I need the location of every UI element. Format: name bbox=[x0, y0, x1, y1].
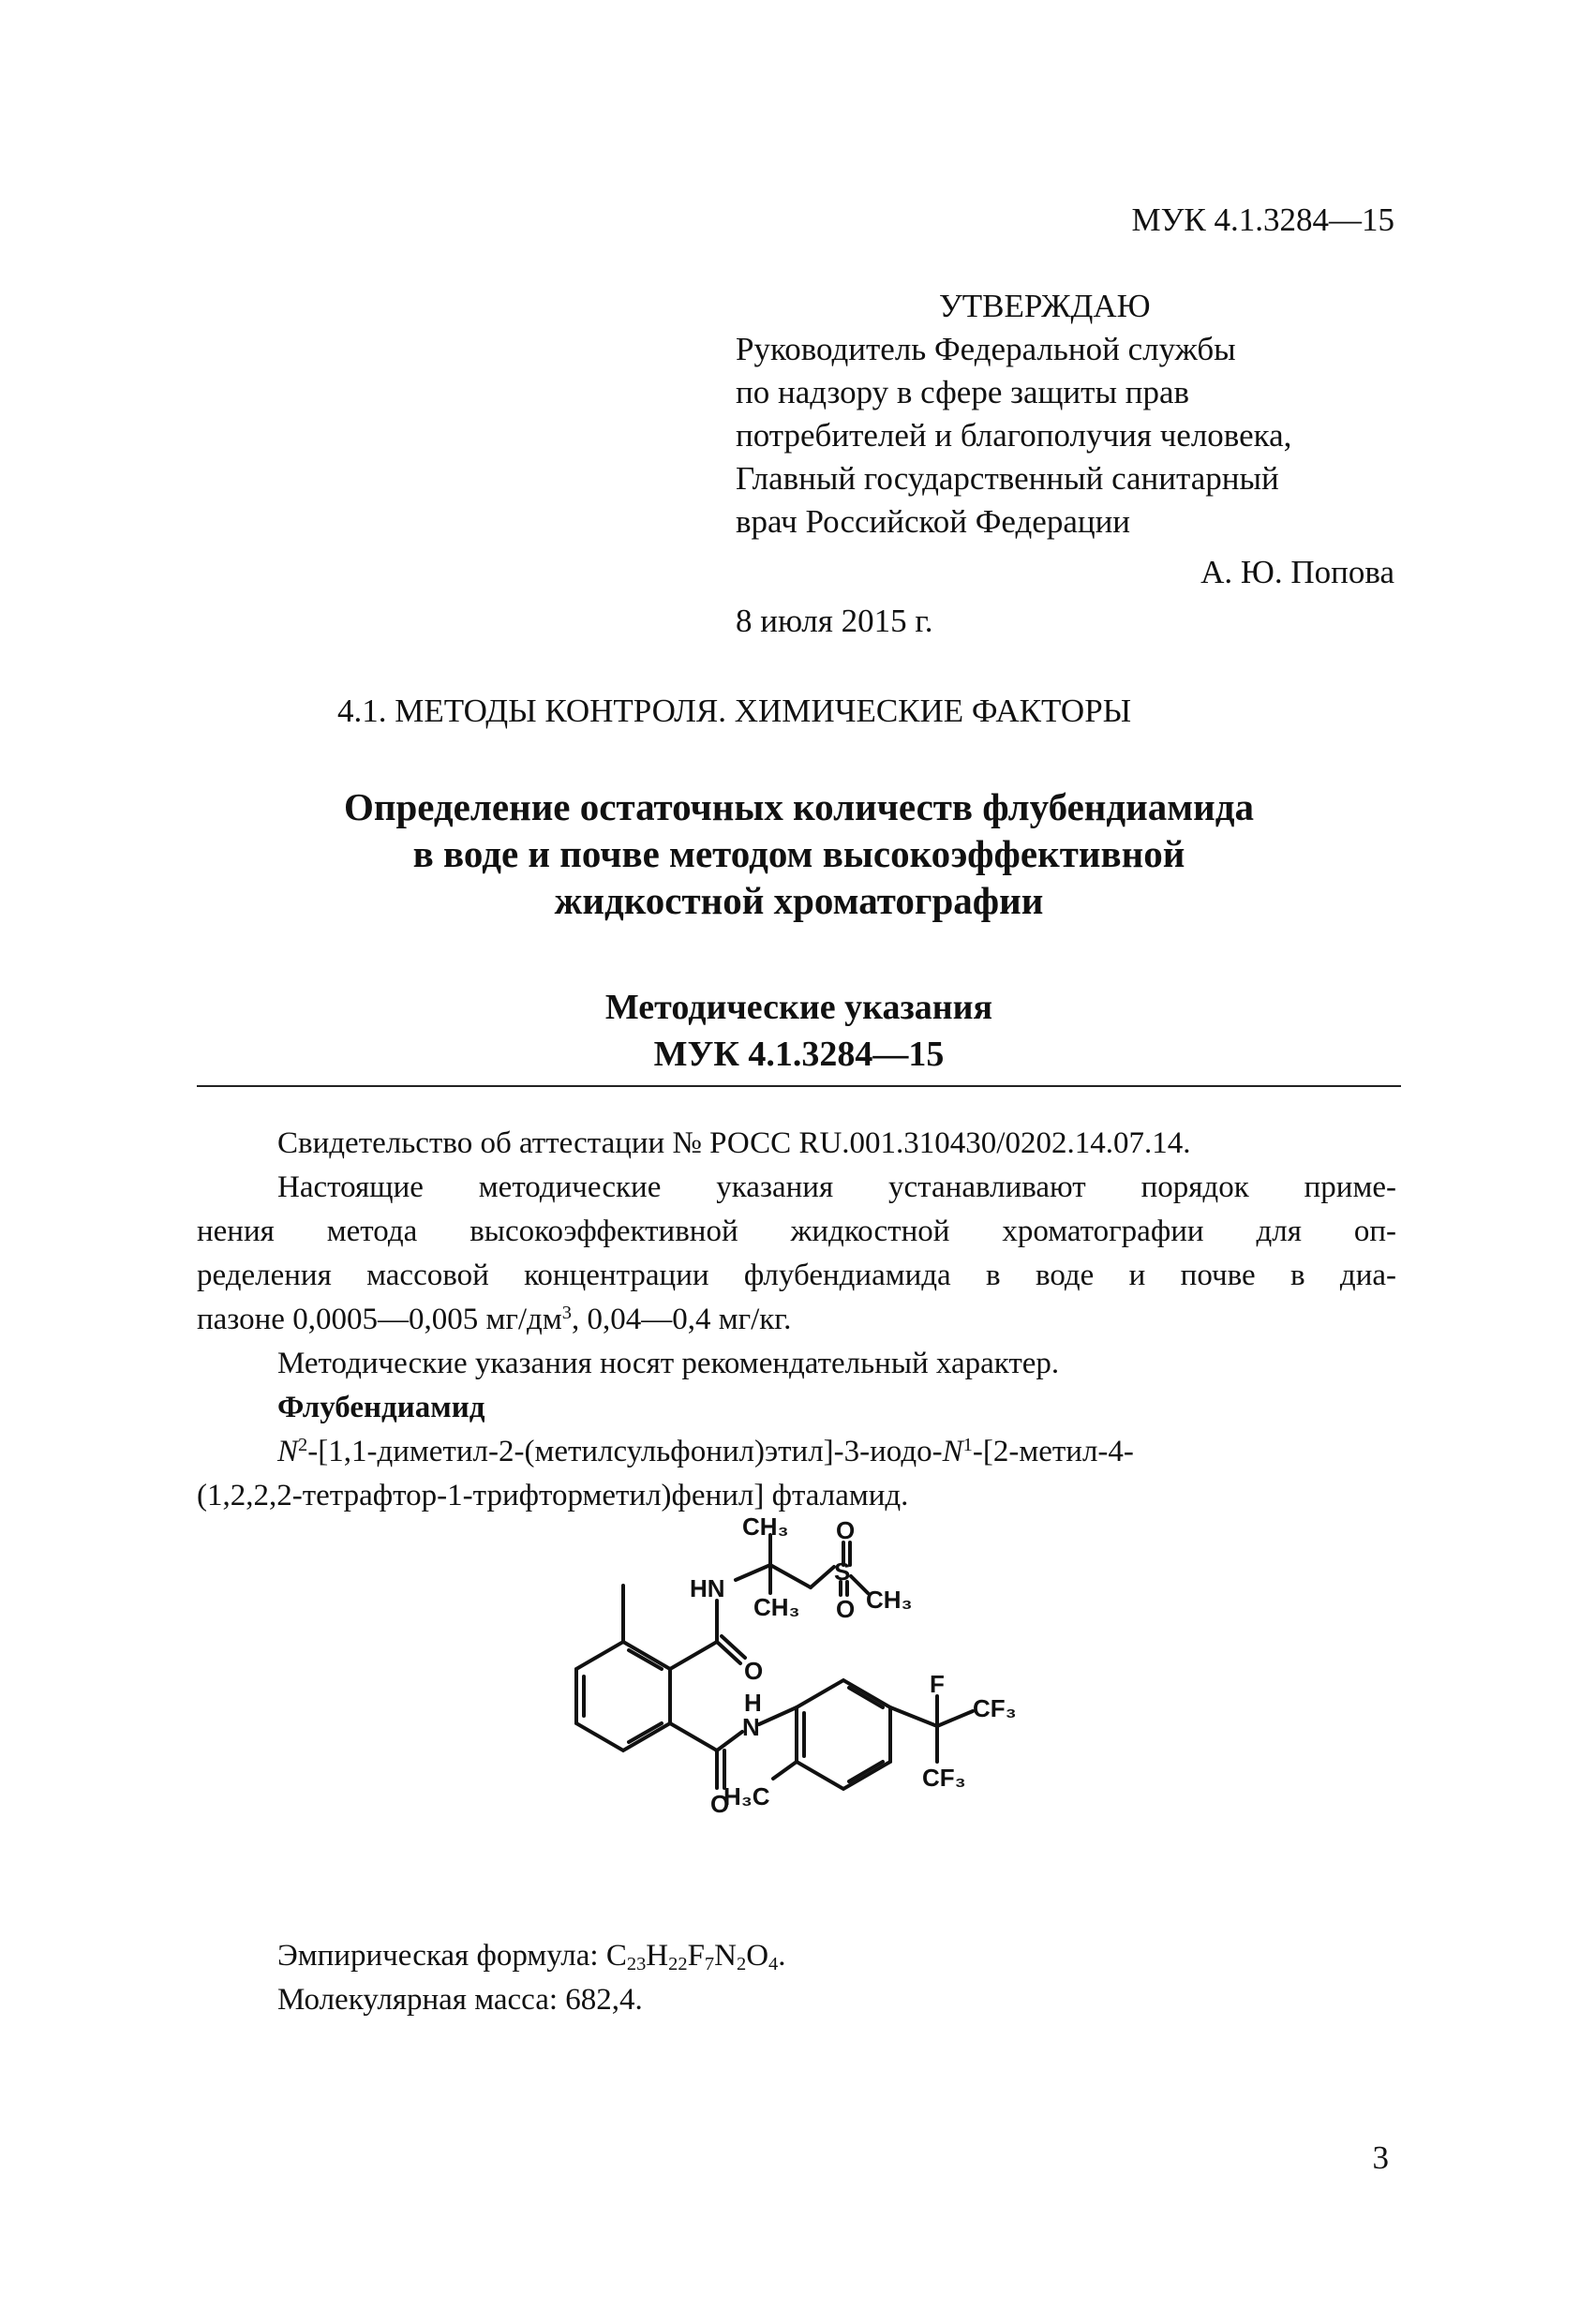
intro-line-4 bbox=[197, 1299, 791, 1340]
iupac-n-sup: 2 bbox=[298, 1434, 308, 1455]
iupac-part-1: -[1,1-диметил-2-(метилсульфонил)этил]-3-иодо- bbox=[307, 1435, 943, 1468]
iupac-n: N bbox=[277, 1435, 299, 1468]
range-superscript: 3 bbox=[561, 1302, 572, 1323]
document-subtitle bbox=[197, 984, 1401, 1078]
formula-label: Эмпирическая формула: bbox=[277, 1939, 606, 1973]
intro-line-1: Настоящие методические указания устанавливают порядок приме- bbox=[277, 1170, 1396, 1204]
section-heading: 4.1. МЕТОДЫ КОНТРОЛЯ. ХИМИЧЕСКИЕ ФАКТОРЫ bbox=[337, 693, 1132, 729]
approval-line-3: потребителей и благополучия человека, bbox=[736, 417, 1292, 454]
iupac-line-1 bbox=[277, 1431, 1396, 1472]
intro-line-2: нения метода высокоэффективной жидкостной хроматографии для оп- bbox=[197, 1214, 1396, 1248]
approval-line-1: Руководитель Федеральной службы bbox=[736, 331, 1236, 367]
title-divider bbox=[197, 1085, 1401, 1087]
label-ch3-s: CH₃ bbox=[866, 1586, 913, 1614]
approval-line-5: врач Российской Федерации bbox=[736, 503, 1131, 540]
document-title bbox=[197, 783, 1401, 924]
range-text-end: , 0,04—0,4 мг/кг. bbox=[571, 1303, 792, 1336]
compound-name: Флубендиамид bbox=[277, 1391, 485, 1424]
document-code: МУК 4.1.3284—15 bbox=[1131, 201, 1394, 238]
certificate-line: Свидетельство об аттестации № РОСС RU.001.310430/0202.14.07.14. bbox=[277, 1126, 1191, 1160]
label-cf3-bottom: CF₃ bbox=[922, 1764, 966, 1792]
label-o-top: O bbox=[836, 1516, 856, 1544]
iupac-n2: N bbox=[942, 1435, 963, 1468]
label-f: F bbox=[930, 1670, 945, 1698]
empirical-formula: Эмпирическая формула: $C_{23}H_{22}F_7N_2O_4$. bbox=[277, 1939, 786, 1975]
approval-line-4: Главный государственный санитарный bbox=[736, 460, 1279, 497]
label-o-bottom: O bbox=[836, 1595, 856, 1623]
iupac-line-2: (1,2,2,2-тетрафтор-1-трифторметил)фенил] фталамид. bbox=[197, 1479, 909, 1512]
title-line-3: жидкостной хроматографии bbox=[554, 879, 1044, 922]
iupac-n2-sup: 1 bbox=[962, 1434, 973, 1455]
range-text: пазоне 0,0005—0,005 мг/дм bbox=[197, 1303, 562, 1336]
benzene-ring-2 bbox=[797, 1680, 890, 1789]
intro-line-3: ределения массовой концентрации флубендиамида в воде и почве в диа- bbox=[197, 1259, 1396, 1292]
label-n: N bbox=[742, 1713, 760, 1741]
title-line-1: Определение остаточных количеств флубендиамида bbox=[343, 785, 1255, 828]
page-number: 3 bbox=[1372, 2139, 1389, 2176]
structural-formula bbox=[525, 1512, 1050, 1959]
approval-date: 8 июля 2015 г. bbox=[736, 603, 933, 639]
label-ch3-top: CH₃ bbox=[742, 1512, 789, 1541]
label-o-amide-2: O bbox=[710, 1790, 730, 1818]
label-s: S bbox=[834, 1557, 851, 1586]
label-h3c: H₃C bbox=[723, 1782, 770, 1810]
label-h: H bbox=[744, 1689, 762, 1717]
subtitle-line-1: Методические указания bbox=[604, 988, 993, 1027]
label-cf3-right: CF₃ bbox=[973, 1694, 1017, 1722]
approval-line-2: по надзору в сфере защиты прав bbox=[736, 374, 1190, 410]
subtitle-line-2: МУК 4.1.3284—15 bbox=[653, 1035, 945, 1074]
molar-mass: Молекулярная масса: 682,4. bbox=[277, 1983, 643, 2017]
iupac-part-2: -[2-метил-4- bbox=[972, 1435, 1134, 1468]
title-line-2: в воде и почве методом высокоэффективной bbox=[412, 832, 1185, 875]
label-hn: HN bbox=[690, 1574, 725, 1602]
label-o-amide-1: O bbox=[744, 1657, 764, 1685]
label-ch3-mid: CH₃ bbox=[753, 1593, 800, 1621]
approval-title: УТВЕРЖДАЮ bbox=[939, 288, 1151, 324]
advisory-line: Методические указания носят рекомендательный характер. bbox=[277, 1347, 1060, 1380]
benzene-ring-1 bbox=[576, 1642, 670, 1750]
approval-signatory: А. Ю. Попова bbox=[1200, 554, 1394, 590]
